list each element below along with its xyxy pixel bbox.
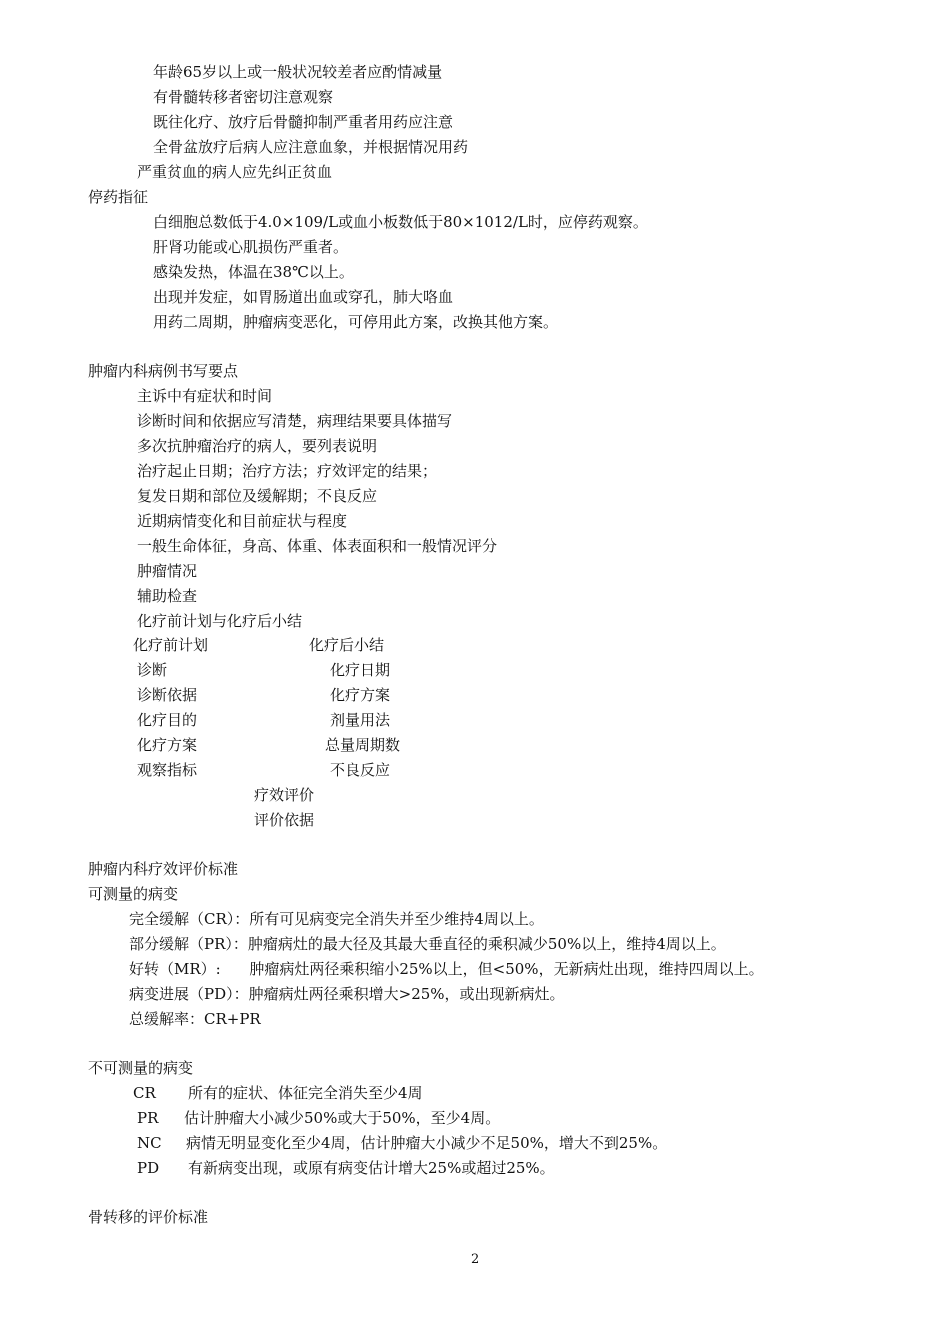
nonmeasurable-text: 病情无明显变化至少4周，估计肿瘤大小减少不足50%，增大不到25%。 xyxy=(186,1134,668,1152)
nonmeasurable-code: PD xyxy=(137,1159,160,1177)
record-point-item: 肿瘤情况 xyxy=(137,562,198,580)
measurable-item: 总缓解率：CR+PR xyxy=(129,1010,261,1028)
efficacy-heading: 肿瘤内科疗效评价标准 xyxy=(88,860,239,878)
page-number: 2 xyxy=(471,1252,480,1267)
summary-item: 剂量用法 xyxy=(330,711,391,729)
stop-criteria-item: 肝肾功能或心肌损伤严重者。 xyxy=(153,238,349,256)
plan-item: 诊断依据 xyxy=(137,686,198,704)
plan-column-header: 化疗前计划 xyxy=(133,636,209,654)
summary-item: 化疗日期 xyxy=(330,661,391,679)
measurable-item: 部分缓解（PR）：肿瘤病灶的最大径及其最大垂直径的乘积减少50%以上，维持4周以上。 xyxy=(129,935,726,953)
plan-item: 观察指标 xyxy=(137,761,198,779)
precaution-item: 全骨盆放疗后病人应注意血象，并根据情况用药 xyxy=(153,138,469,156)
record-point-item: 复发日期和部位及缓解期；不良反应 xyxy=(137,487,378,505)
summary-extra-item: 疗效评价 xyxy=(254,786,315,804)
nonmeasurable-code: PR xyxy=(137,1109,159,1127)
record-point-item: 诊断时间和依据应写清楚，病理结果要具体描写 xyxy=(137,412,453,430)
summary-item: 总量周期数 xyxy=(325,736,401,754)
record-points-heading: 肿瘤内科病例书写要点 xyxy=(88,362,239,380)
record-point-item: 化疗前计划与化疗后小结 xyxy=(137,612,303,630)
plan-item: 诊断 xyxy=(137,661,168,679)
stop-criteria-item: 出现并发症，如胃肠道出血或穿孔，肺大咯血 xyxy=(153,288,454,306)
stop-criteria-heading: 停药指征 xyxy=(88,188,149,206)
stop-criteria-item: 感染发热，体温在38℃以上。 xyxy=(153,263,354,281)
measurable-item: 完全缓解（CR）：所有可见病变完全消失并至少维持4周以上。 xyxy=(129,910,544,928)
nonmeasurable-heading: 不可测量的病变 xyxy=(88,1059,194,1077)
nonmeasurable-text: 估计肿瘤大小减少50%或大于50%，至少4周。 xyxy=(184,1109,501,1127)
stop-criteria-item: 用药二周期，肿瘤病变恶化，可停用此方案，改换其他方案。 xyxy=(153,313,559,331)
precaution-item: 既往化疗、放疗后骨髓抑制严重者用药应注意 xyxy=(153,113,454,131)
bone-metastasis-heading: 骨转移的评价标准 xyxy=(88,1208,209,1226)
measurable-heading: 可测量的病变 xyxy=(88,885,179,903)
plan-item: 化疗目的 xyxy=(137,711,198,729)
measurable-item: 好转（MR）: 肿瘤病灶两径乘积缩小25%以上，但<50%，无新病灶出现，维持四周以上。 xyxy=(129,960,764,978)
record-point-item: 治疗起止日期；治疗方法；疗效评定的结果； xyxy=(137,462,438,480)
summary-item: 不良反应 xyxy=(330,761,391,779)
nonmeasurable-code: NC xyxy=(137,1134,162,1152)
precaution-item: 有骨髓转移者密切注意观察 xyxy=(153,88,334,106)
measurable-item: 病变进展（PD）：肿瘤病灶两径乘积增大>25%，或出现新病灶。 xyxy=(129,985,565,1003)
nonmeasurable-text: 有新病变出现，或原有病变估计增大25%或超过25%。 xyxy=(188,1159,555,1177)
nonmeasurable-code: CR xyxy=(133,1084,156,1102)
nonmeasurable-text: 所有的症状、体征完全消失至少4周 xyxy=(188,1084,423,1102)
record-point-item: 近期病情变化和目前症状与程度 xyxy=(137,512,348,530)
record-point-item: 一般生命体征，身高、体重、体表面积和一般情况评分 xyxy=(137,537,498,555)
stop-criteria-item: 白细胞总数低于4.0×109/L或血小板数低于80×1012/L时，应停药观察。 xyxy=(153,213,648,231)
summary-extra-item: 评价依据 xyxy=(254,811,315,829)
precaution-item: 严重贫血的病人应先纠正贫血 xyxy=(137,163,333,181)
summary-item: 化疗方案 xyxy=(330,686,391,704)
plan-item: 化疗方案 xyxy=(137,736,198,754)
record-point-item: 主诉中有症状和时间 xyxy=(137,387,273,405)
record-point-item: 辅助检查 xyxy=(137,587,198,605)
summary-column-header: 化疗后小结 xyxy=(309,636,385,654)
precaution-item: 年龄65岁以上或一般状况较差者应酌情减量 xyxy=(153,63,443,81)
record-point-item: 多次抗肿瘤治疗的病人，要列表说明 xyxy=(137,437,378,455)
